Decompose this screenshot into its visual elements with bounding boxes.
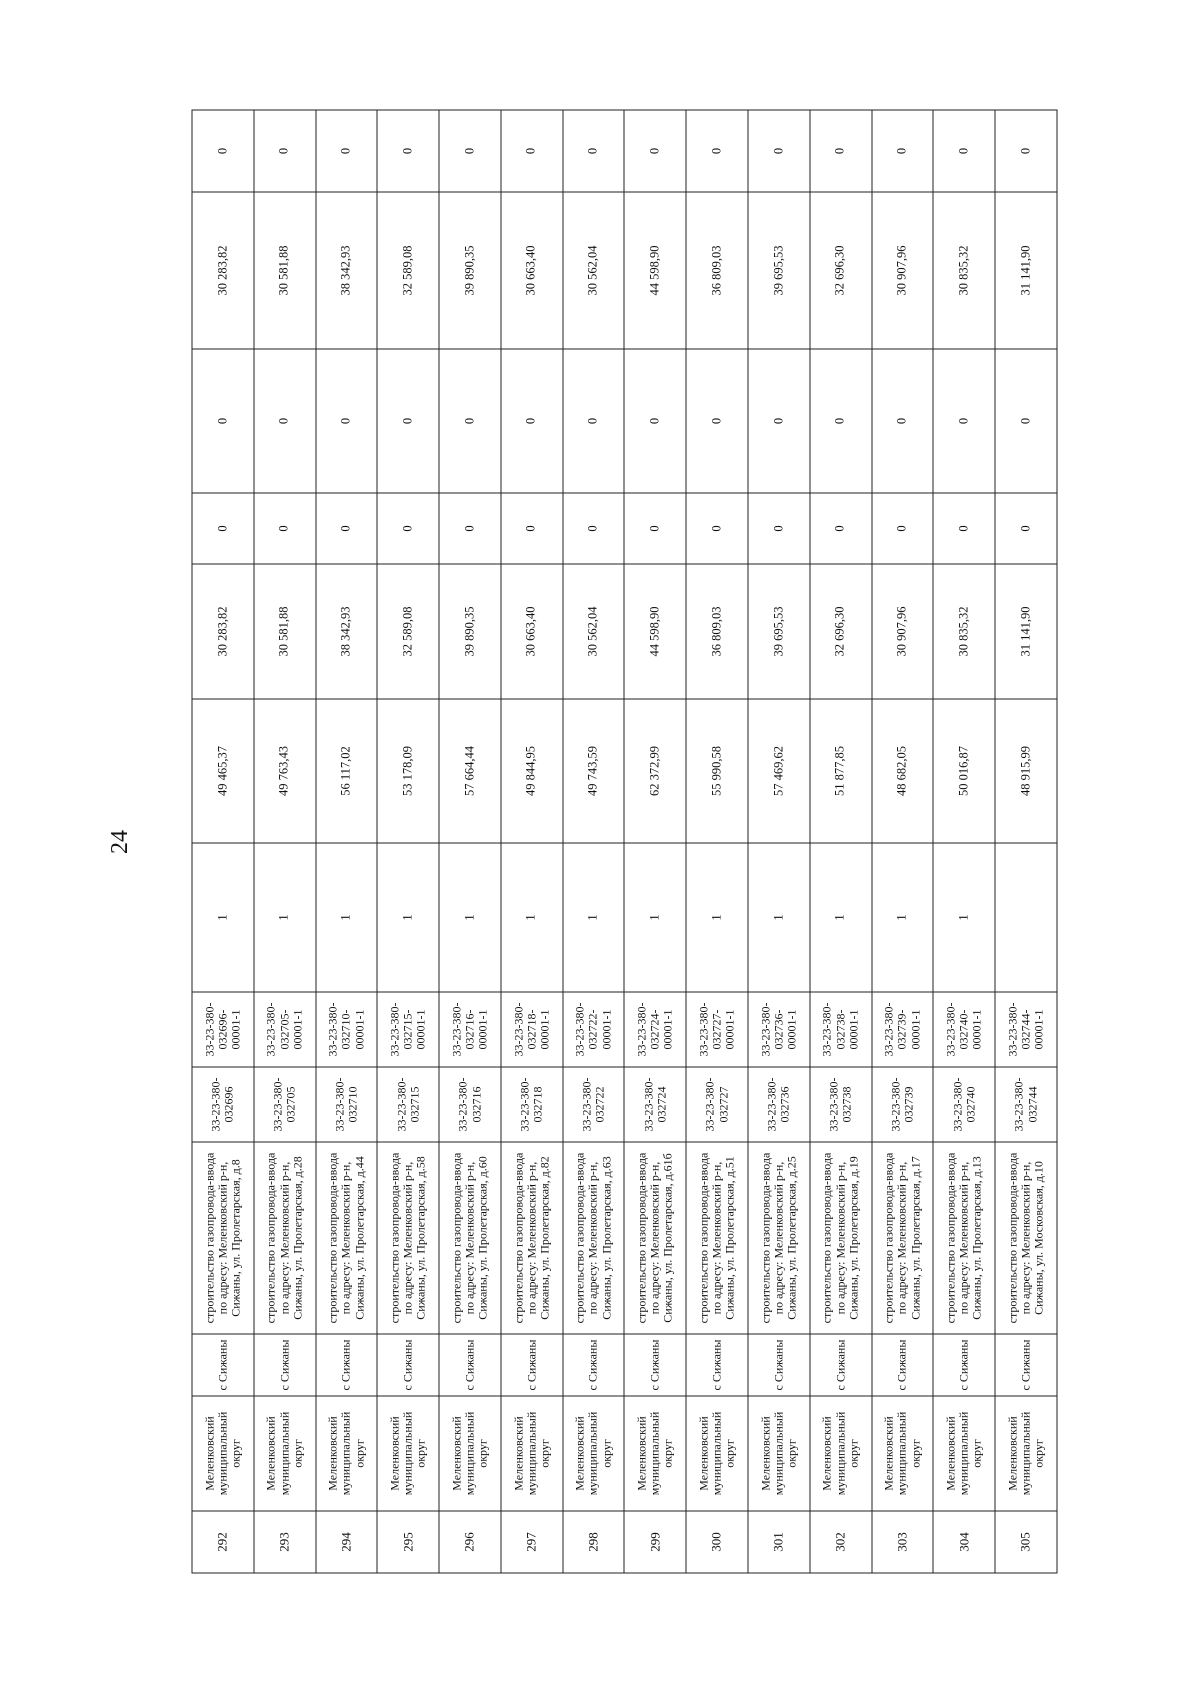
district-cell: Меленковский муниципальный округ bbox=[253, 1396, 315, 1511]
district-cell: Меленковский муниципальный округ bbox=[871, 1396, 933, 1511]
quantity-cell: 1 bbox=[748, 843, 810, 992]
object-code-cell: 33-23-380-032722 bbox=[562, 1067, 624, 1142]
district-cell: Меленковский муниципальный округ bbox=[377, 1396, 439, 1511]
object-code-cell: 33-23-380-032739 bbox=[871, 1067, 933, 1142]
object-description-cell: строительство газопровода-ввода по адресу: Меленковский р-н, Сижаны, ул. Пролетарская, д.60 bbox=[439, 1142, 501, 1334]
row-number-cell: 294 bbox=[315, 1511, 377, 1573]
row-number-cell: 302 bbox=[809, 1511, 871, 1573]
sub-code-cell: 33-23-380-032740-00001-1 bbox=[933, 992, 995, 1067]
amount-cell: 30 663,40 bbox=[500, 192, 562, 349]
object-description-cell: строительство газопровода-ввода по адресу: Меленковский р-н, Сижаны, ул. Пролетарская, д.25 bbox=[748, 1142, 810, 1334]
zero-cell: 0 bbox=[624, 349, 686, 493]
row-number-cell: 293 bbox=[253, 1511, 315, 1573]
amount-cell: 39 695,53 bbox=[748, 192, 810, 349]
district-cell: Меленковский муниципальный округ bbox=[748, 1396, 810, 1511]
amount-cell: 30 835,32 bbox=[933, 192, 995, 349]
table-row bbox=[377, 110, 439, 1573]
object-code-cell: 33-23-380-032738 bbox=[809, 1067, 871, 1142]
zero-cell: 0 bbox=[871, 110, 933, 192]
row-number-cell: 301 bbox=[748, 1511, 810, 1573]
table-row bbox=[624, 110, 686, 1573]
zero-cell: 0 bbox=[315, 110, 377, 192]
zero-cell: 0 bbox=[871, 349, 933, 493]
row-number-cell: 297 bbox=[500, 1511, 562, 1573]
table-row bbox=[686, 110, 748, 1573]
quantity-cell: 1 bbox=[253, 843, 315, 992]
amount-cell: 39 890,35 bbox=[439, 192, 501, 349]
zero-cell: 0 bbox=[809, 349, 871, 493]
zero-cell: 0 bbox=[933, 349, 995, 493]
total-cost-cell: 49 844,95 bbox=[500, 699, 562, 843]
table-row bbox=[315, 110, 377, 1573]
district-cell: Меленковский муниципальный округ bbox=[624, 1396, 686, 1511]
zero-cell: 0 bbox=[748, 110, 810, 192]
zero-cell: 0 bbox=[253, 110, 315, 192]
amount-cell: 32 589,08 bbox=[377, 564, 439, 699]
total-cost-cell: 49 465,37 bbox=[192, 699, 254, 843]
table-row bbox=[809, 110, 871, 1573]
zero-cell: 0 bbox=[500, 493, 562, 564]
settlement-cell: с Сижаны bbox=[871, 1334, 933, 1396]
amount-cell: 30 283,82 bbox=[192, 192, 254, 349]
total-cost-cell: 49 763,43 bbox=[253, 699, 315, 843]
zero-cell: 0 bbox=[995, 349, 1057, 493]
zero-cell: 0 bbox=[377, 493, 439, 564]
table-row bbox=[192, 110, 254, 1573]
amount-cell: 30 562,04 bbox=[562, 192, 624, 349]
zero-cell: 0 bbox=[933, 493, 995, 564]
object-code-cell: 33-23-380-032705 bbox=[253, 1067, 315, 1142]
amount-cell: 30 835,32 bbox=[933, 564, 995, 699]
object-description-cell: строительство газопровода-ввода по адресу: Меленковский р-н, Сижаны, ул. Пролетарская, д.13 bbox=[933, 1142, 995, 1334]
amount-cell: 31 141,90 bbox=[995, 192, 1057, 349]
zero-cell: 0 bbox=[624, 493, 686, 564]
settlement-cell: с Сижаны bbox=[686, 1334, 748, 1396]
zero-cell: 0 bbox=[748, 493, 810, 564]
settlement-cell: с Сижаны bbox=[809, 1334, 871, 1396]
quantity-cell: 1 bbox=[500, 843, 562, 992]
total-cost-cell: 49 743,59 bbox=[562, 699, 624, 843]
zero-cell: 0 bbox=[192, 493, 254, 564]
object-description-cell: строительство газопровода-ввода по адресу: Меленковский р-н, Сижаны, ул. Пролетарская, д.51 bbox=[686, 1142, 748, 1334]
sub-code-cell: 33-23-380-032715-00001-1 bbox=[377, 992, 439, 1067]
zero-cell: 0 bbox=[686, 493, 748, 564]
amount-cell: 39 695,53 bbox=[748, 564, 810, 699]
zero-cell: 0 bbox=[686, 110, 748, 192]
quantity-cell: 1 bbox=[809, 843, 871, 992]
zero-cell: 0 bbox=[315, 349, 377, 493]
amount-cell: 32 589,08 bbox=[377, 192, 439, 349]
total-cost-cell: 53 178,09 bbox=[377, 699, 439, 843]
zero-cell: 0 bbox=[871, 493, 933, 564]
settlement-cell: с Сижаны bbox=[500, 1334, 562, 1396]
page-number: 24 bbox=[107, 830, 133, 854]
quantity-cell: 1 bbox=[439, 843, 501, 992]
object-code-cell: 33-23-380-032718 bbox=[500, 1067, 562, 1142]
row-number-cell: 296 bbox=[439, 1511, 501, 1573]
object-description-cell: строительство газопровода-ввода по адресу: Меленковский р-н, Сижаны, ул. Пролетарская, д.82 bbox=[500, 1142, 562, 1334]
quantity-cell: 1 bbox=[192, 843, 254, 992]
table-row bbox=[562, 110, 624, 1573]
object-code-cell: 33-23-380-032740 bbox=[933, 1067, 995, 1142]
row-number-cell: 298 bbox=[562, 1511, 624, 1573]
settlement-cell: с Сижаны bbox=[315, 1334, 377, 1396]
settlement-cell: с Сижаны bbox=[933, 1334, 995, 1396]
object-code-cell: 33-23-380-032724 bbox=[624, 1067, 686, 1142]
settlement-cell: с Сижаны bbox=[377, 1334, 439, 1396]
object-description-cell: строительство газопровода-ввода по адресу: Меленковский р-н, Сижаны, ул. Пролетарская, д.61б bbox=[624, 1142, 686, 1334]
district-cell: Меленковский муниципальный округ bbox=[192, 1396, 254, 1511]
total-cost-cell: 51 877,85 bbox=[809, 699, 871, 843]
object-description-cell: строительство газопровода-ввода по адресу: Меленковский р-н, Сижаны, ул. Пролетарская, д.44 bbox=[315, 1142, 377, 1334]
table-row bbox=[439, 110, 501, 1573]
zero-cell: 0 bbox=[809, 110, 871, 192]
amount-cell: 30 663,40 bbox=[500, 564, 562, 699]
sub-code-cell: 33-23-380-032710-00001-1 bbox=[315, 992, 377, 1067]
total-cost-cell: 48 682,05 bbox=[871, 699, 933, 843]
row-number-cell: 299 bbox=[624, 1511, 686, 1573]
object-code-cell: 33-23-380-032696 bbox=[192, 1067, 254, 1142]
total-cost-cell: 50 016,87 bbox=[933, 699, 995, 843]
object-description-cell: строительство газопровода-ввода по адресу: Меленковский р-н, Сижаны, ул. Московская, д.10 bbox=[995, 1142, 1057, 1334]
quantity-cell: 1 bbox=[562, 843, 624, 992]
zero-cell: 0 bbox=[192, 349, 254, 493]
zero-cell: 0 bbox=[500, 349, 562, 493]
settlement-cell: с Сижаны bbox=[192, 1334, 254, 1396]
row-number-cell: 304 bbox=[933, 1511, 995, 1573]
amount-cell: 30 562,04 bbox=[562, 564, 624, 699]
total-cost-cell: 57 469,62 bbox=[748, 699, 810, 843]
sub-code-cell: 33-23-380-032739-00001-1 bbox=[871, 992, 933, 1067]
amount-cell: 36 809,03 bbox=[686, 192, 748, 349]
zero-cell: 0 bbox=[995, 493, 1057, 564]
zero-cell: 0 bbox=[809, 493, 871, 564]
zero-cell: 0 bbox=[439, 493, 501, 564]
rotated-page-content bbox=[191, 111, 1057, 1574]
district-cell: Меленковский муниципальный округ bbox=[686, 1396, 748, 1511]
zero-cell: 0 bbox=[500, 110, 562, 192]
object-code-cell: 33-23-380-032710 bbox=[315, 1067, 377, 1142]
zero-cell: 0 bbox=[315, 493, 377, 564]
quantity-cell bbox=[995, 843, 1057, 992]
settlement-cell: с Сижаны bbox=[624, 1334, 686, 1396]
quantity-cell: 1 bbox=[871, 843, 933, 992]
row-number-cell: 292 bbox=[192, 1511, 254, 1573]
zero-cell: 0 bbox=[439, 110, 501, 192]
settlement-cell: с Сижаны bbox=[995, 1334, 1057, 1396]
sub-code-cell: 33-23-380-032696-00001-1 bbox=[192, 992, 254, 1067]
object-description-cell: строительство газопровода-ввода по адресу: Меленковский р-н, Сижаны, ул. Пролетарская, д.28 bbox=[253, 1142, 315, 1334]
amount-cell: 30 907,96 bbox=[871, 192, 933, 349]
zero-cell: 0 bbox=[562, 110, 624, 192]
zero-cell: 0 bbox=[192, 110, 254, 192]
district-cell: Меленковский муниципальный округ bbox=[933, 1396, 995, 1511]
amount-cell: 30 581,88 bbox=[253, 192, 315, 349]
sub-code-cell: 33-23-380-032705-00001-1 bbox=[253, 992, 315, 1067]
sub-code-cell: 33-23-380-032716-00001-1 bbox=[439, 992, 501, 1067]
total-cost-cell: 55 990,58 bbox=[686, 699, 748, 843]
amount-cell: 32 696,30 bbox=[809, 192, 871, 349]
settlement-cell: с Сижаны bbox=[439, 1334, 501, 1396]
object-code-cell: 33-23-380-032715 bbox=[377, 1067, 439, 1142]
object-code-cell: 33-23-380-032744 bbox=[995, 1067, 1057, 1142]
amount-cell: 36 809,03 bbox=[686, 564, 748, 699]
quantity-cell: 1 bbox=[315, 843, 377, 992]
amount-cell: 44 598,90 bbox=[624, 192, 686, 349]
amount-cell: 30 907,96 bbox=[871, 564, 933, 699]
object-code-cell: 33-23-380-032736 bbox=[748, 1067, 810, 1142]
object-description-cell: строительство газопровода-ввода по адресу: Меленковский р-н, Сижаны, ул. Пролетарская, д.58 bbox=[377, 1142, 439, 1334]
amount-cell: 30 283,82 bbox=[192, 564, 254, 699]
table-row bbox=[995, 110, 1057, 1573]
sub-code-cell: 33-23-380-032738-00001-1 bbox=[809, 992, 871, 1067]
table-row bbox=[871, 110, 933, 1573]
zero-cell: 0 bbox=[686, 349, 748, 493]
amount-cell: 31 141,90 bbox=[995, 564, 1057, 699]
table-row bbox=[253, 110, 315, 1573]
district-cell: Меленковский муниципальный округ bbox=[562, 1396, 624, 1511]
zero-cell: 0 bbox=[253, 349, 315, 493]
zero-cell: 0 bbox=[253, 493, 315, 564]
district-cell: Меленковский муниципальный округ bbox=[809, 1396, 871, 1511]
zero-cell: 0 bbox=[562, 493, 624, 564]
row-number-cell: 305 bbox=[995, 1511, 1057, 1573]
object-description-cell: строительство газопровода-ввода по адресу: Меленковский р-н, Сижаны, ул. Пролетарская, д.19 bbox=[809, 1142, 871, 1334]
zero-cell: 0 bbox=[439, 349, 501, 493]
object-description-cell: строительство газопровода-ввода по адресу: Меленковский р-н, Сижаны, ул. Пролетарская, д.63 bbox=[562, 1142, 624, 1334]
table-body bbox=[192, 110, 1057, 1573]
quantity-cell: 1 bbox=[686, 843, 748, 992]
total-cost-cell: 56 117,02 bbox=[315, 699, 377, 843]
zero-cell: 0 bbox=[377, 349, 439, 493]
district-cell: Меленковский муниципальный округ bbox=[315, 1396, 377, 1511]
district-cell: Меленковский муниципальный округ bbox=[439, 1396, 501, 1511]
settlement-cell: с Сижаны bbox=[748, 1334, 810, 1396]
sub-code-cell: 33-23-380-032727-00001-1 bbox=[686, 992, 748, 1067]
row-number-cell: 303 bbox=[871, 1511, 933, 1573]
row-number-cell: 295 bbox=[377, 1511, 439, 1573]
row-number-cell: 300 bbox=[686, 1511, 748, 1573]
total-cost-cell: 57 664,44 bbox=[439, 699, 501, 843]
amount-cell: 30 581,88 bbox=[253, 564, 315, 699]
district-cell: Меленковский муниципальный округ bbox=[995, 1396, 1057, 1511]
sub-code-cell: 33-23-380-032718-00001-1 bbox=[500, 992, 562, 1067]
object-description-cell: строительство газопровода-ввода по адресу: Меленковский р-н, Сижаны, ул. Пролетарская, д.8 bbox=[192, 1142, 254, 1334]
object-code-cell: 33-23-380-032727 bbox=[686, 1067, 748, 1142]
amount-cell: 32 696,30 bbox=[809, 564, 871, 699]
total-cost-cell: 62 372,99 bbox=[624, 699, 686, 843]
table-row bbox=[748, 110, 810, 1573]
quantity-cell: 1 bbox=[624, 843, 686, 992]
table-row bbox=[500, 110, 562, 1573]
sub-code-cell: 33-23-380-032736-00001-1 bbox=[748, 992, 810, 1067]
data-table bbox=[191, 110, 1057, 1574]
district-cell: Меленковский муниципальный округ bbox=[500, 1396, 562, 1511]
sub-code-cell: 33-23-380-032744-00001-1 bbox=[995, 992, 1057, 1067]
quantity-cell: 1 bbox=[377, 843, 439, 992]
table-row bbox=[933, 110, 995, 1573]
amount-cell: 39 890,35 bbox=[439, 564, 501, 699]
object-code-cell: 33-23-380-032716 bbox=[439, 1067, 501, 1142]
zero-cell: 0 bbox=[624, 110, 686, 192]
sub-code-cell: 33-23-380-032724-00001-1 bbox=[624, 992, 686, 1067]
zero-cell: 0 bbox=[748, 349, 810, 493]
amount-cell: 38 342,93 bbox=[315, 564, 377, 699]
settlement-cell: с Сижаны bbox=[253, 1334, 315, 1396]
quantity-cell: 1 bbox=[933, 843, 995, 992]
amount-cell: 44 598,90 bbox=[624, 564, 686, 699]
zero-cell: 0 bbox=[377, 110, 439, 192]
sub-code-cell: 33-23-380-032722-00001-1 bbox=[562, 992, 624, 1067]
object-description-cell: строительство газопровода-ввода по адресу: Меленковский р-н, Сижаны, ул. Пролетарская, д.17 bbox=[871, 1142, 933, 1334]
zero-cell: 0 bbox=[562, 349, 624, 493]
settlement-cell: с Сижаны bbox=[562, 1334, 624, 1396]
zero-cell: 0 bbox=[933, 110, 995, 192]
zero-cell: 0 bbox=[995, 110, 1057, 192]
total-cost-cell: 48 915,99 bbox=[995, 699, 1057, 843]
amount-cell: 38 342,93 bbox=[315, 192, 377, 349]
